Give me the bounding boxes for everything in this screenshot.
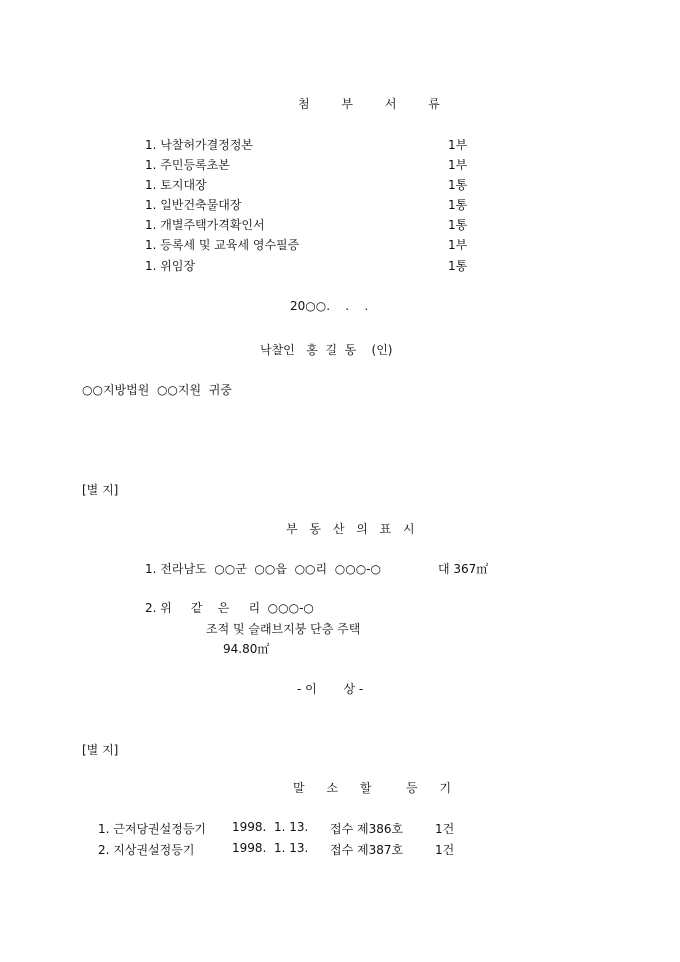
attachments-title: 첨 부 서 류 (298, 97, 454, 111)
attachment-item (145, 196, 475, 214)
attachment-item-label: 1. 토지대장 (145, 178, 207, 192)
annex-heading: [별 지] (82, 483, 119, 497)
attachment-item (145, 176, 475, 194)
attachment-item-count: 1통 (448, 198, 468, 212)
signer-line: 낙찰인 홍 길 동 (인) (260, 343, 393, 357)
attachment-item (145, 257, 475, 275)
attachment-item-label: 1. 위임장 (145, 259, 196, 273)
attachment-item-count: 1부 (448, 138, 468, 152)
attachment-item-label: 1. 주민등록초본 (145, 158, 230, 172)
property-title: 부 동 산 의 표 시 (286, 522, 419, 536)
attachment-item (145, 216, 475, 234)
annex-heading: [별 지] (82, 743, 119, 757)
attachment-item-label: 1. 개별주택가격확인서 (145, 218, 265, 232)
property-item-2: 2. 위 같 은 리 ○○○-○ (145, 601, 314, 615)
registration-row (98, 820, 498, 838)
attachment-item (145, 236, 475, 254)
attachment-item (145, 156, 475, 174)
attachment-item-label: 1. 일반건축물대장 (145, 198, 242, 212)
property-item-2-area: 94.80㎡ (223, 642, 270, 656)
cancellation-title: 말 소 할 등 기 (293, 781, 461, 795)
attachment-item-count: 1통 (448, 259, 468, 273)
attachment-item-label: 1. 낙찰허가결정정본 (145, 138, 254, 152)
attachment-item-label: 1. 등록세 및 교육세 영수필증 (145, 238, 300, 252)
attachment-item (145, 136, 475, 154)
attachment-item-count: 1부 (448, 238, 468, 252)
addressee: ○○지방법원 ○○지원 귀중 (82, 383, 232, 397)
attachment-item-count: 1부 (448, 158, 468, 172)
registration-receipt: 접수 제386호 (330, 822, 404, 836)
registration-date: 1998. 1. 13. (232, 820, 309, 834)
registration-name: 1. 근저당권설정등기 (98, 822, 207, 836)
registration-receipt: 접수 제387호 (330, 843, 404, 857)
attachment-item-count: 1통 (448, 178, 468, 192)
registration-row (98, 841, 498, 859)
document-date: 20○○. . . (290, 299, 369, 313)
registration-name: 2. 지상권설정등기 (98, 843, 195, 857)
property-item-2-desc: 조적 및 슬래브지붕 단층 주택 (206, 622, 361, 636)
property-item-1-area: 대 367㎡ (438, 562, 489, 576)
end-mark: - 이 상 - (297, 682, 364, 696)
registration-count: 1건 (435, 843, 455, 857)
property-item-1: 1. 전라남도 ○○군 ○○읍 ○○리 ○○○-○ (145, 562, 381, 576)
registration-date: 1998. 1. 13. (232, 841, 309, 855)
registration-count: 1건 (435, 822, 455, 836)
attachment-item-count: 1통 (448, 218, 468, 232)
